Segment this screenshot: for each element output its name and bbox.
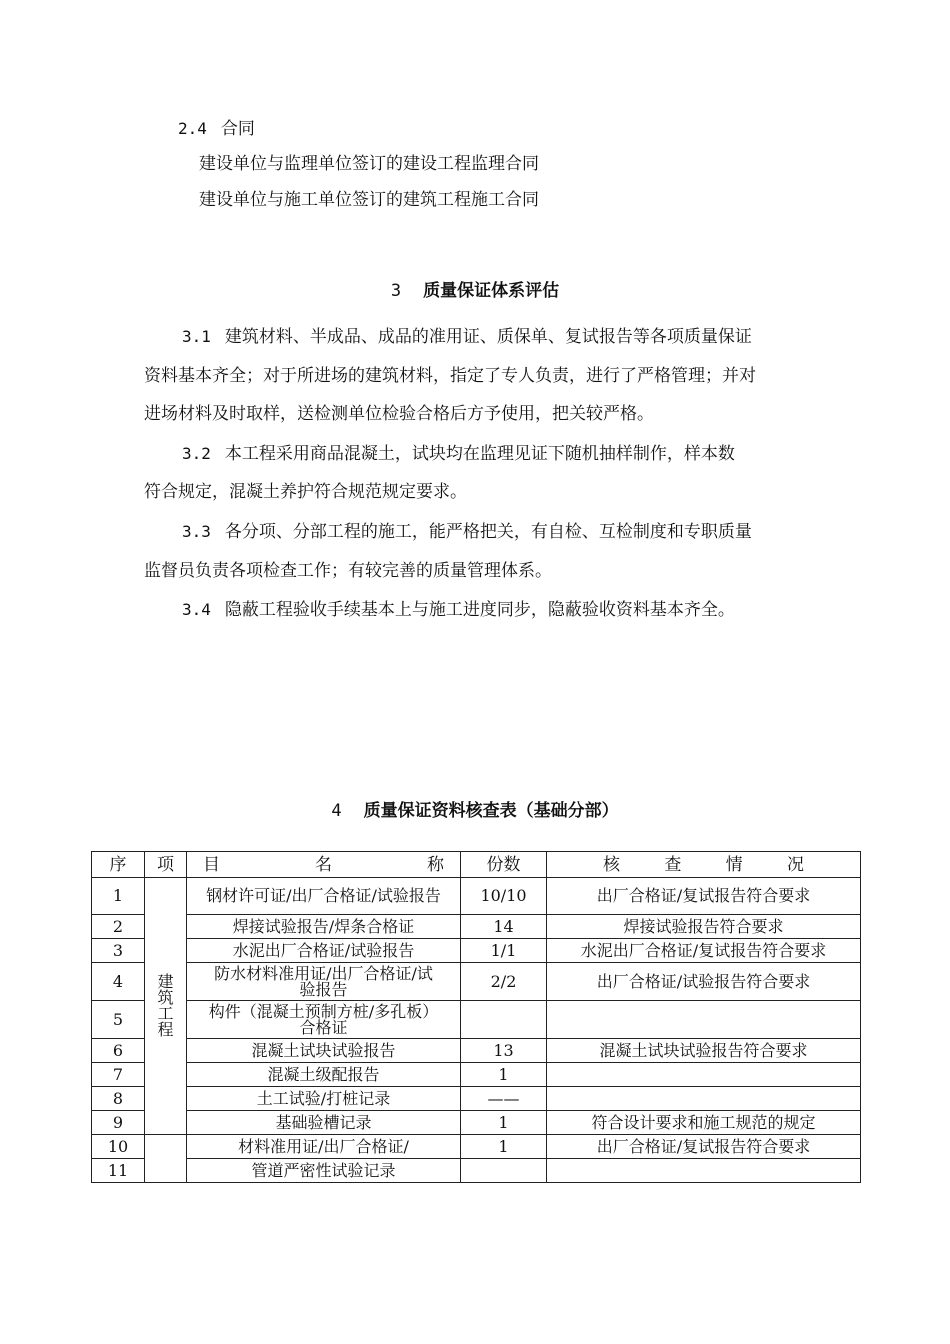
para-text: 建筑材料、半成品、成品的准用证、质保单、复试报告等各项质量保证 <box>224 327 752 347</box>
para-3-1-line: 资料基本齐全；对于所进场的建筑材料，指定了专人负责，进行了严格管理；并对 <box>144 366 756 386</box>
row-seq: 9 <box>92 1111 145 1135</box>
quality-check-table <box>91 851 861 1183</box>
para-3-1-line: 进场材料及时取样，送检测单位检验合格后方予使用，把关较严格。 <box>144 404 654 424</box>
row-seq: 7 <box>92 1063 145 1087</box>
table-row <box>92 1001 861 1039</box>
table-row <box>92 878 861 915</box>
para-3-3-number: 3.3 <box>182 522 211 541</box>
row-count: 1/1 <box>461 939 547 963</box>
row-check: 符合设计要求和施工规范的规定 <box>547 1111 861 1135</box>
row-check: 焊接试验报告符合要求 <box>547 915 861 939</box>
group-blank-cell <box>145 1135 187 1183</box>
para-3-2-number: 3.2 <box>182 444 211 463</box>
section4-title: 质量保证资料核查表（基础分部） <box>363 801 619 821</box>
row-check: 混凝土试块试验报告符合要求 <box>547 1039 861 1063</box>
row-seq: 3 <box>92 939 145 963</box>
row-seq: 6 <box>92 1039 145 1063</box>
row-count: —— <box>461 1087 547 1111</box>
row-count <box>461 1001 547 1039</box>
row-check <box>547 1063 861 1087</box>
row-name: 材料准用证/出厂合格证/ <box>187 1135 461 1159</box>
row-name: 构件（混凝土预制方桩/多孔板）合格证 <box>187 1001 461 1039</box>
table-row <box>92 1135 861 1159</box>
row-name: 土工试验/打桩记录 <box>187 1087 461 1111</box>
row-count: 1 <box>461 1063 547 1087</box>
para-3-4-number: 3.4 <box>182 600 211 619</box>
row-seq: 2 <box>92 915 145 939</box>
section3-heading <box>0 280 950 302</box>
group-label: 建筑工程 <box>157 972 174 1039</box>
row-count: 1 <box>461 1135 547 1159</box>
table-row <box>92 1063 861 1087</box>
row-check <box>547 1159 861 1183</box>
row-name: 水泥出厂合格证/试验报告 <box>187 939 461 963</box>
contract-title: 合同 <box>220 119 255 139</box>
table-row <box>92 915 861 939</box>
header-seq: 序 <box>92 852 145 878</box>
row-seq: 10 <box>92 1135 145 1159</box>
row-name: 混凝土试块试验报告 <box>187 1039 461 1063</box>
table-row <box>92 1039 861 1063</box>
para-3-3-line: 监督员负责各项检查工作；有较完善的质量管理体系。 <box>144 561 552 581</box>
table-header-row <box>92 852 861 878</box>
table-row <box>92 1111 861 1135</box>
row-name: 防水材料准用证/出厂合格证/试验报告 <box>187 963 461 1001</box>
row-count: 13 <box>461 1039 547 1063</box>
table-row <box>92 939 861 963</box>
row-seq: 5 <box>92 1001 145 1039</box>
section4-heading <box>0 800 950 822</box>
row-check: 出厂合格证/复试报告符合要求 <box>547 1135 861 1159</box>
row-name: 焊接试验报告/焊条合格证 <box>187 915 461 939</box>
para-3-2-line: 符合规定，混凝土养护符合规范规定要求。 <box>144 482 467 502</box>
section3-title: 质量保证体系评估 <box>423 281 560 301</box>
para-3-4-line <box>182 599 735 621</box>
row-name: 基础验槽记录 <box>187 1111 461 1135</box>
row-seq: 4 <box>92 963 145 1001</box>
row-count: 14 <box>461 915 547 939</box>
header-item: 项 <box>145 852 187 878</box>
para-3-1-number: 3.1 <box>182 327 211 346</box>
header-name: 目名称 <box>187 852 461 878</box>
contract-item: 建设单位与施工单位签订的建筑工程施工合同 <box>199 190 539 210</box>
row-count: 1 <box>461 1111 547 1135</box>
para-text: 本工程采用商品混凝土，试块均在监理见证下随机抽样制作，样本数 <box>224 444 735 464</box>
contract-heading <box>178 118 255 140</box>
para-3-3-line <box>182 521 752 543</box>
para-text: 各分项、分部工程的施工，能严格把关，有自检、互检制度和专职质量 <box>224 522 752 542</box>
para-text: 隐蔽工程验收手续基本上与施工进度同步，隐蔽验收资料基本齐全。 <box>224 600 735 620</box>
contract-item: 建设单位与监理单位签订的建设工程监理合同 <box>199 154 539 174</box>
group-label-cell <box>145 878 187 1135</box>
row-check <box>547 1087 861 1111</box>
row-name: 混凝土级配报告 <box>187 1063 461 1087</box>
para-3-1-line <box>182 326 752 348</box>
row-count: 2/2 <box>461 963 547 1001</box>
row-name: 管道严密性试验记录 <box>187 1159 461 1183</box>
section4-number: 4 <box>331 801 342 821</box>
header-check: 核查情况 <box>547 852 861 878</box>
row-check: 水泥出厂合格证/复试报告符合要求 <box>547 939 861 963</box>
row-check: 出厂合格证/复试报告符合要求 <box>547 878 861 915</box>
contract-number: 2.4 <box>178 119 207 138</box>
row-seq: 8 <box>92 1087 145 1111</box>
row-seq: 11 <box>92 1159 145 1183</box>
table-row <box>92 963 861 1001</box>
row-seq: 1 <box>92 878 145 915</box>
header-count: 份数 <box>461 852 547 878</box>
para-3-2-line <box>182 443 735 465</box>
row-check: 出厂合格证/试验报告符合要求 <box>547 963 861 1001</box>
row-count: 10/10 <box>461 878 547 915</box>
row-check <box>547 1001 861 1039</box>
row-name: 钢材许可证/出厂合格证/试验报告 <box>187 878 461 915</box>
table-row <box>92 1087 861 1111</box>
section3-number: 3 <box>390 281 402 301</box>
table-row <box>92 1159 861 1183</box>
row-count <box>461 1159 547 1183</box>
